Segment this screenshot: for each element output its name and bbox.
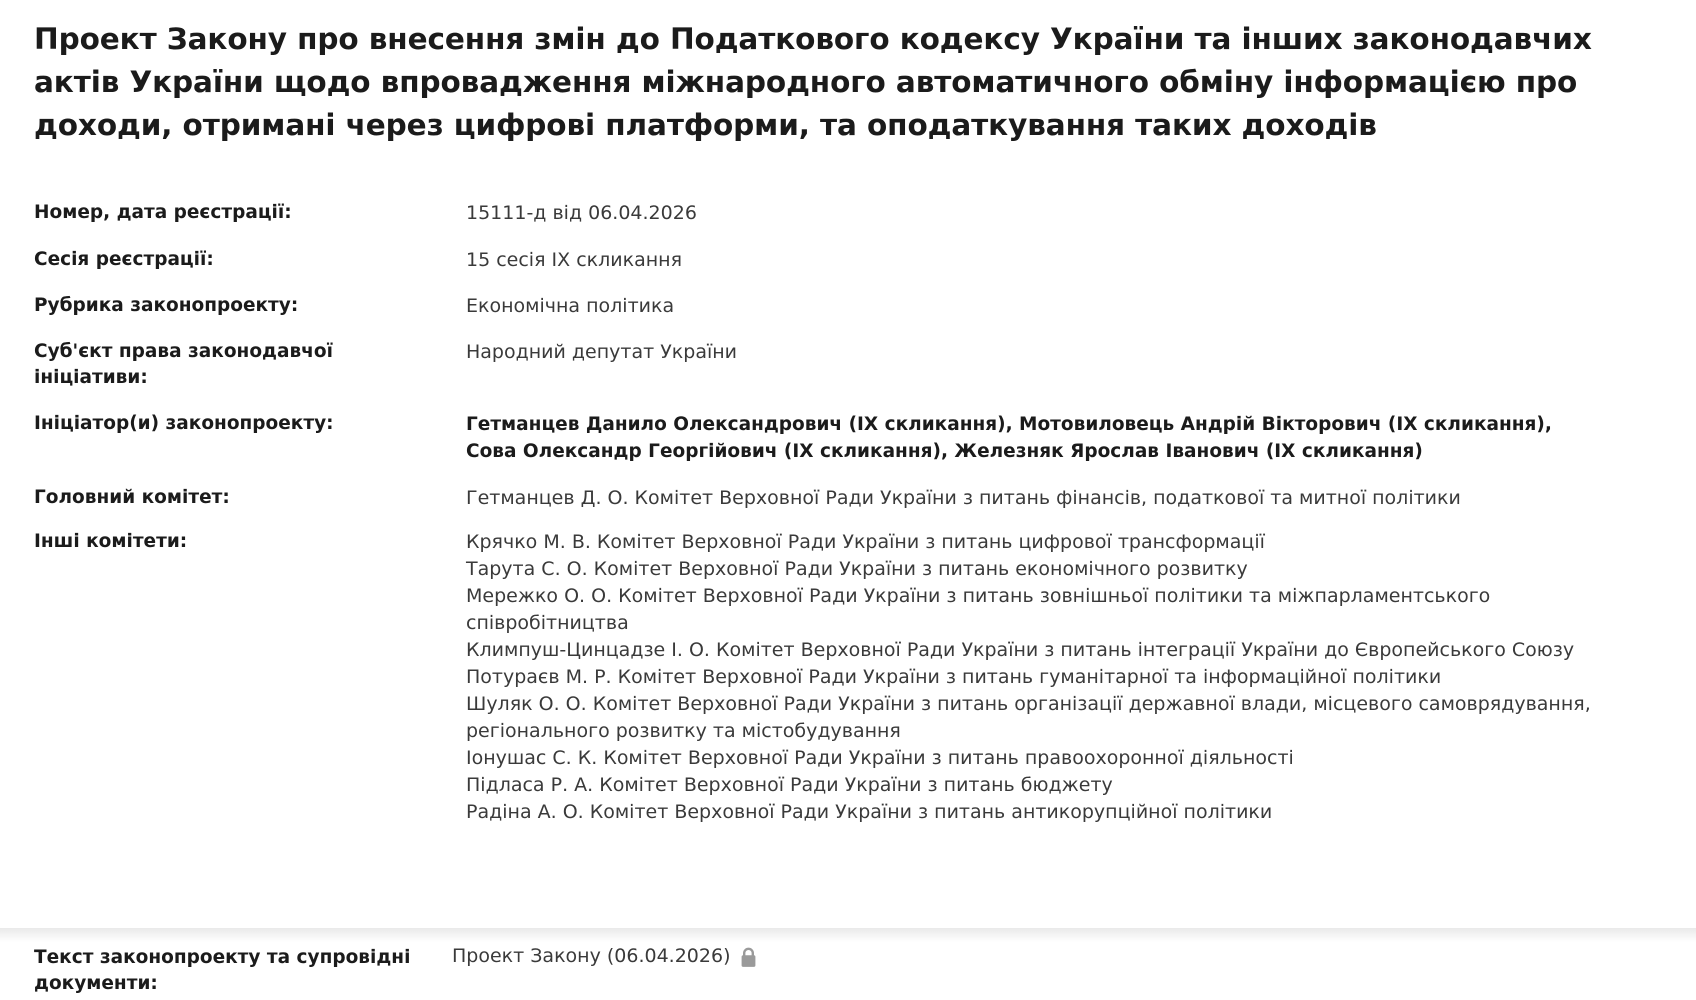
page-title: Проект Закону про внесення змін до Податкового кодексу України та інших законодавчих актів України щодо впровадження міжнародного автоматичного обміну інформацією про доходи, отримані через цифрові платформи, та оподаткування таких доходів — [34, 22, 1592, 142]
lock-icon — [740, 947, 757, 968]
field-label-main-committee: Головний комітет: — [34, 487, 230, 509]
table-row — [34, 339, 1654, 411]
field-label-rubric: Рубрика законопроекту: — [34, 294, 299, 316]
table-row — [34, 529, 1654, 846]
field-label-session: Сесія реєстрації: — [34, 248, 214, 270]
field-value-rubric: Економічна політика — [466, 294, 675, 317]
bill-text-link[interactable]: Проект Закону (06.04.2026) — [452, 945, 731, 967]
bill-text-row — [34, 945, 1654, 997]
field-label-registration-number: Номер, дата реєстрації: — [34, 202, 292, 224]
section-divider — [0, 928, 1696, 942]
list-item: Підласа Р. А. Комітет Верховної Ради України з питань бюджету — [466, 774, 1113, 797]
other-committees-list — [466, 529, 1654, 826]
list-item: Іонушас С. К. Комітет Верховної Ради України з питань правоохоронної діяльності — [466, 747, 1294, 770]
initiators-line-2: Сова Олександр Георгійович (IX скликання), Железняк Ярослав Іванович (IX скликання) — [466, 440, 1423, 462]
table-row — [34, 411, 1654, 485]
field-label-other-committees: Інші комітети: — [34, 531, 188, 553]
table-row — [34, 247, 1654, 293]
bill-metadata-table — [34, 200, 1654, 846]
field-value-registration-number: 15111-д від 06.04.2026 — [466, 202, 697, 225]
table-row — [34, 200, 1654, 246]
field-value-other-committees — [466, 529, 1654, 846]
list-item: Климпуш-Цинцадзе І. О. Комітет Верховної Ради України з питань інтеграції України до Європейського Союзу — [466, 639, 1575, 662]
table-row — [34, 293, 1654, 339]
field-label-initiators: Ініціатор(и) законопроекту: — [34, 412, 334, 434]
field-value-bill-text — [452, 945, 757, 967]
field-value-main-committee: Гетманцев Д. О. Комітет Верховної Ради України з питань фінансів, податкової та митної політики — [466, 487, 1461, 510]
list-item: Шуляк О. О. Комітет Верховної Ради України з питань організації державної влади, місцевого самоврядування, регіонального розвитку та містобудування — [466, 693, 1591, 743]
list-item: Крячко М. В. Комітет Верховної Ради України з питань цифрової трансформації — [466, 531, 1265, 554]
field-label-subject: Суб'єкт права законодавчої ініціативи: — [34, 340, 333, 388]
list-item: Тарута С. О. Комітет Верховної Ради України з питань економічного розвитку — [466, 558, 1248, 581]
list-item: Мережко О. О. Комітет Верховної Ради України з питань зовнішньої політики та міжпарламентського співробітництва — [466, 585, 1491, 635]
field-value-initiators — [466, 411, 1654, 485]
field-value-session: 15 сесія IX скликання — [466, 248, 683, 271]
field-label-bill-text: Текст законопроекту та супровідні документи: — [34, 947, 411, 994]
table-row — [34, 485, 1654, 529]
initiators-line-1: Гетманцев Данило Олександрович (IX скликання), Мотовиловець Андрій Вікторович (IX скликання), — [466, 413, 1552, 435]
field-value-subject: Народний депутат України — [466, 340, 738, 363]
list-item: Потураєв М. Р. Комітет Верховної Ради України з питань гуманітарної та інформаційної політики — [466, 666, 1442, 689]
list-item: Радіна А. О. Комітет Верховної Ради України з питань антикорупційної політики — [466, 801, 1273, 824]
